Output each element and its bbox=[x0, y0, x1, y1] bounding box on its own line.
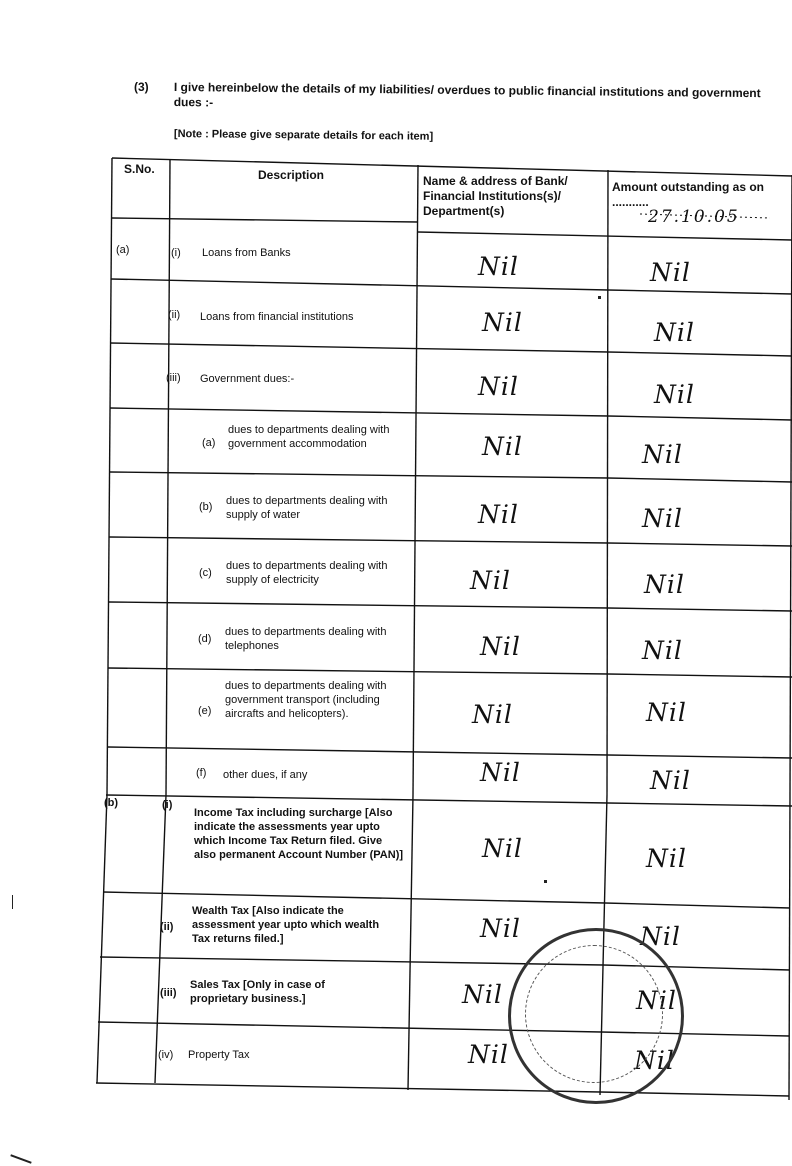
row-label: Government dues:- bbox=[200, 373, 295, 385]
section-a-label: (a) bbox=[116, 244, 130, 256]
section-b-label: (b) bbox=[104, 797, 119, 809]
office-seal-stamp bbox=[508, 928, 684, 1104]
handwritten-bank: Nil bbox=[478, 500, 519, 529]
handwritten-bank: Nil bbox=[472, 700, 513, 729]
header-sno: S.No. bbox=[124, 162, 155, 176]
handwritten-bank: Nil bbox=[482, 834, 523, 863]
row-num: (ii) bbox=[160, 921, 174, 933]
note-text: [Note : Please give separate details for each item] bbox=[173, 128, 434, 143]
row-label: other dues, if any bbox=[223, 769, 308, 781]
header-name-address: Name & address of Bank/ Financial Institutions(s)/ Department(s) bbox=[423, 174, 568, 218]
row-num: (c) bbox=[199, 567, 212, 579]
row-num: (d) bbox=[198, 633, 212, 645]
header-amount: Amount outstanding as on ........... bbox=[612, 180, 764, 209]
row-num: (b) bbox=[199, 501, 213, 513]
row-num: (iii) bbox=[160, 987, 177, 999]
row-label: dues to departments dealing with telephones bbox=[225, 626, 387, 652]
row-label: Income Tax including surcharge [Also indicate the assessments year upto which Income Tax Return filed. Give also permanent Account Number (PAN)] bbox=[194, 807, 404, 861]
seal-inner-ring bbox=[525, 945, 663, 1083]
handwritten-amount: Nil bbox=[650, 766, 691, 795]
row-label: Property Tax bbox=[188, 1049, 250, 1061]
handwritten-amount: Nil bbox=[644, 570, 685, 599]
handwritten-amount: Nil bbox=[642, 636, 683, 665]
handwritten-amount: Nil bbox=[654, 318, 695, 347]
header-description: Description bbox=[258, 168, 325, 182]
row-num: (iv) bbox=[158, 1049, 174, 1061]
handwritten-bank: Nil bbox=[480, 758, 521, 787]
scan-artifact bbox=[598, 296, 601, 299]
handwritten-bank: Nil bbox=[468, 1040, 509, 1069]
handwritten-bank: Nil bbox=[480, 914, 521, 943]
row-num: (a) bbox=[202, 437, 216, 449]
row-label: dues to departments dealing with government transport (including aircrafts and helicopters). bbox=[225, 680, 387, 720]
handwritten-bank: Nil bbox=[462, 980, 503, 1009]
row-label: Sales Tax [Only in case of proprietary business.] bbox=[190, 979, 325, 1005]
row-num: (iii) bbox=[166, 372, 181, 384]
handwritten-amount: Nil bbox=[642, 504, 683, 533]
row-label: dues to departments dealing with supply of water bbox=[226, 495, 388, 521]
handwritten-amount: Nil bbox=[636, 986, 677, 1015]
scan-artifact bbox=[12, 895, 13, 909]
handwritten-bank: Nil bbox=[482, 432, 523, 461]
row-label: Loans from Banks bbox=[202, 247, 291, 259]
intro-paragraph: I give hereinbelow the details of my liabilities/ overdues to public financial institutions and government dues :- bbox=[173, 80, 761, 110]
scan-artifact bbox=[544, 880, 547, 883]
row-num: (f) bbox=[196, 767, 207, 779]
row-label: Loans from financial institutions bbox=[200, 311, 354, 323]
row-num: (ii) bbox=[168, 309, 181, 321]
handwritten-bank: Nil bbox=[478, 372, 519, 401]
row-label: dues to departments dealing with government accommodation bbox=[228, 424, 390, 450]
as-on-date: 27.10.05 bbox=[648, 207, 740, 227]
row-num: (e) bbox=[198, 705, 212, 717]
handwritten-bank: Nil bbox=[480, 632, 521, 661]
handwritten-amount: Nil bbox=[646, 698, 687, 727]
handwritten-amount: Nil bbox=[650, 258, 691, 287]
handwritten-bank: Nil bbox=[478, 252, 519, 281]
row-num: (i) bbox=[171, 247, 181, 259]
row-num: (i) bbox=[162, 799, 173, 811]
row-label: Wealth Tax [Also indicate the assessment year upto which wealth Tax returns filed.] bbox=[192, 905, 380, 945]
row-label: dues to departments dealing with supply of electricity bbox=[226, 560, 388, 586]
handwritten-bank: Nil bbox=[482, 308, 523, 337]
handwritten-amount: Nil bbox=[654, 380, 695, 409]
handwritten-bank: Nil bbox=[470, 566, 511, 595]
handwritten-amount: Nil bbox=[642, 440, 683, 469]
section-number: (3) bbox=[134, 80, 149, 94]
handwritten-amount: Nil bbox=[634, 1046, 675, 1075]
handwritten-amount: Nil bbox=[640, 922, 681, 951]
handwritten-amount: Nil bbox=[646, 844, 687, 873]
